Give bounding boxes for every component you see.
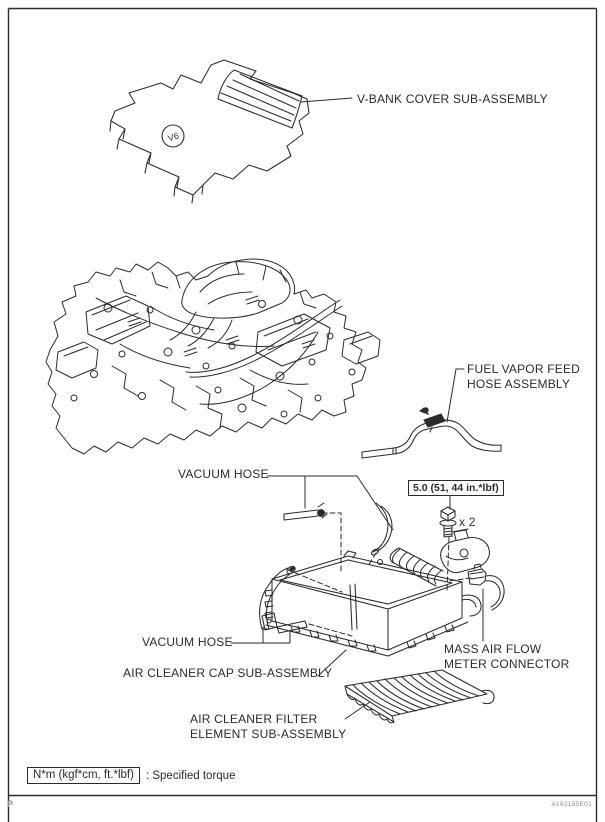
page-frame [9,9,597,822]
torque-spec-box: 5.0 (51, 44 in.*lbf) [408,480,504,496]
v6-badge: V6 [166,130,181,144]
torque-legend [27,767,235,784]
page-marker: P [7,799,14,809]
label-v-bank-cover: V-BANK COVER SUB-ASSEMBLY [357,92,548,106]
v-bank-cover-drawing [110,60,309,203]
upper-vacuum-hose-drawing [284,503,392,556]
leader-vacuum-upper [267,476,393,530]
leader-filter [345,702,370,719]
leader-v-bank [301,98,352,102]
leader-fuel-vapor [447,369,464,422]
maf-connector-drawing [468,564,504,610]
torque-legend-description: : Specified torque [145,769,236,782]
figure-code: A163155E01 [551,801,592,808]
lower-vacuum-hose-drawing [260,565,297,629]
label-vacuum-hose-upper: VACUUM HOSE [178,467,269,481]
label-mass-air-flow-line2: METER CONNECTOR [444,657,570,671]
label-mass-air-flow-line1: MASS AIR FLOW [444,642,542,656]
leader-vacuum-lower [231,627,290,643]
label-fuel-vapor-line2: HOSE ASSEMBLY [467,377,571,391]
label-vacuum-hose-lower: VACUUM HOSE [142,635,233,649]
label-mass-air-flow [444,642,569,672]
air-filter-element-drawing [345,670,494,723]
label-fuel-vapor-line1: FUEL VAPOR FEED [467,362,581,376]
engine-assembly-drawing [46,259,380,454]
label-air-cleaner-cap: AIR CLEANER CAP SUB-ASSEMBLY [123,666,333,680]
label-air-cleaner-filter-line1: AIR CLEANER FILTER [190,712,318,726]
torque-unit-box: N*m (kgf*cm, ft.*lbf) [27,767,140,784]
bolt-quantity-label: x 2 [459,515,476,529]
label-air-cleaner-filter-line2: ELEMENT SUB-ASSEMBLY [190,727,347,741]
fuel-vapor-hose-drawing [362,408,501,458]
label-fuel-vapor-hose [467,362,580,392]
label-air-cleaner-filter [190,712,346,742]
